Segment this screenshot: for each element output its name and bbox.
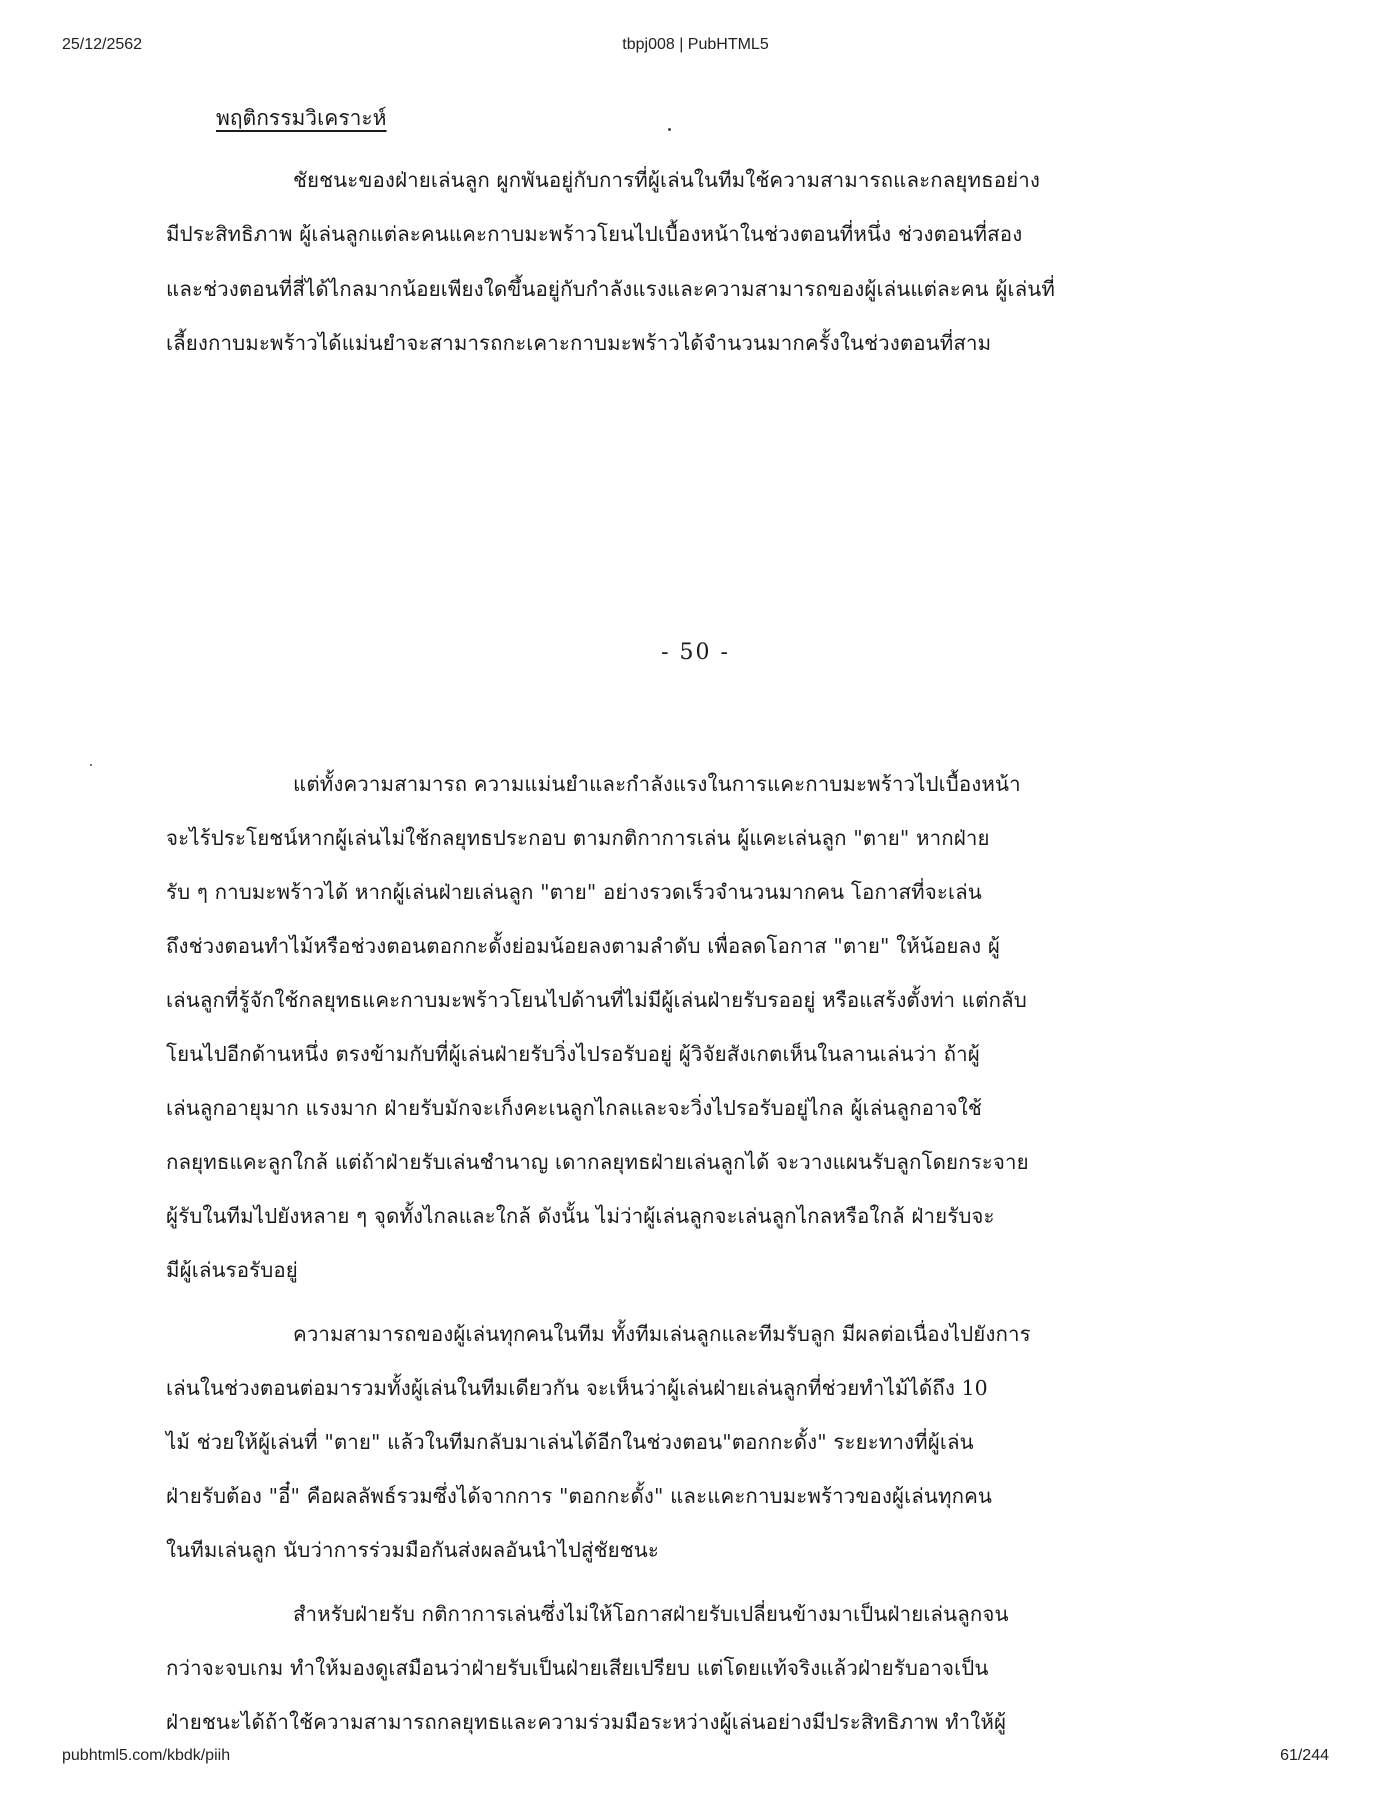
print-page-counter: 61/244 (1280, 1747, 1329, 1764)
paragraph1-line: เล่นลูกอายุมาก แรงมาก ฝ่ายรับมักจะเก็งคะเนลูกไกลและจะวิ่งไปรอรับอยู่ไกล ผู้เล่นลูกอาจใช้ (166, 1096, 982, 1120)
paragraph3-line: กว่าจะจบเกม ทำให้มองดูเสมือนว่าฝ่ายรับเป็นฝ่ายเสียเปรียบ แต่โดยแท้จริงแล้วฝ่ายรับอาจเป็น (166, 1656, 989, 1680)
scan-speck (668, 128, 671, 131)
page1-line: และช่วงตอนที่สี่ได้ไกลมากน้อยเพียงใดขึ้นอยู่กับกำลังแรงและความสามารถของผู้เล่นแต่ละคน ผู้เล่นที่ (166, 277, 1056, 301)
paragraph1-line: ถึงช่วงตอนทำไม้หรือช่วงตอนตอกกะดั้งย่อมน้อยลงตามลำดับ เพื่อลดโอกาส "ตาย" ให้น้อยลง ผู้ (166, 934, 1000, 958)
section-title: พฤติกรรมวิเคราะห์ (216, 106, 387, 130)
page-number: - 50 - (661, 640, 730, 665)
paragraph2-line: เล่นในช่วงตอนต่อมารวมทั้งผู้เล่นในทีมเดียวกัน จะเห็นว่าผู้เล่นฝ่ายเล่นลูกที่ช่วยทำไม้ได้ถึง 10 (166, 1376, 988, 1400)
paragraph2-line: ในทีมเล่นลูก นับว่าการร่วมมือกันส่งผลอันนำไปสู่ชัยชนะ (166, 1538, 659, 1562)
paragraph2-line: ความสามารถของผู้เล่นทุกคนในทีม ทั้งทีมเล่นลูกและทีมรับลูก มีผลต่อเนื่องไปยังการ (293, 1322, 1031, 1346)
paragraph3-line: ฝ่ายชนะได้ถ้าใช้ความสามารถกลยุทธและความร่วมมือระหว่างผู้เล่นอย่างมีประสิทธิภาพ ทำให้ผู้ (166, 1710, 1007, 1734)
paragraph1-line: มีผู้เล่นรอรับอยู่ (166, 1258, 298, 1282)
print-title: tbpj008 | PubHTML5 (622, 36, 769, 53)
paragraph1-line: โยนไปอีกด้านหนึ่ง ตรงข้ามกับที่ผู้เล่นฝ่ายรับวิ่งไปรอรับอยู่ ผู้วิจัยสังเกตเห็นในลานเล่นว่า ถ้าผู้ (166, 1042, 980, 1066)
scan-speck (90, 764, 92, 766)
paragraph2-line: ฝ่ายรับต้อง "อี๋" คือผลลัพธ์รวมซึ่งได้จากการ "ตอกกะดั้ง" และแคะกาบมะพร้าวของผู้เล่นทุกคน (166, 1484, 993, 1508)
page1-line: ชัยชนะของฝ่ายเล่นลูก ผูกพันอยู่กับการที่ผู้เล่นในทีมใช้ความสามารถและกลยุทธอย่าง (293, 168, 1040, 192)
page1-line: เลี้ยงกาบมะพร้าวได้แม่นยำจะสามารถกะเคาะกาบมะพร้าวได้จำนวนมากครั้งในช่วงตอนที่สาม (166, 331, 992, 355)
paragraph1-line: ผู้รับในทีมไปยังหลาย ๆ จุดทั้งไกลและใกล้ ดังนั้น ไม่ว่าผู้เล่นลูกจะเล่นลูกไกลหรือใกล้ ฝ่ายรับจะ (166, 1204, 995, 1228)
paragraph1-line: เล่นลูกที่รู้จักใช้กลยุทธแคะกาบมะพร้าวโยนไปด้านที่ไม่มีผู้เล่นฝ่ายรับรออยู่ หรือแสร้งตั้งท่า แต่กลับ (166, 988, 1027, 1012)
paragraph1-line: รับ ๆ กาบมะพร้าวได้ หากผู้เล่นฝ่ายเล่นลูก "ตาย" อย่างรวดเร็วจำนวนมากคน โอกาสที่จะเล่น (166, 880, 982, 904)
paragraph3-line: สำหรับฝ่ายรับ กติกาการเล่นซึ่งไม่ให้โอกาสฝ่ายรับเปลี่ยนข้างมาเป็นฝ่ายเล่นลูกจน (293, 1602, 1009, 1626)
page1-line: มีประสิทธิภาพ ผู้เล่นลูกแต่ละคนแคะกาบมะพร้าวโยนไปเบื้องหน้าในช่วงตอนที่หนึ่ง ช่วงตอนที่สอง (166, 222, 1023, 246)
paragraph2-line: ไม้ ช่วยให้ผู้เล่นที่ "ตาย" แล้วในทีมกลับมาเล่นได้อีกในช่วงตอน"ตอกกะดั้ง" ระยะทางที่ผู้เล่น (166, 1430, 974, 1454)
paragraph1-line: แต่ทั้งความสามารถ ความแม่นยำและกำลังแรงในการแคะกาบมะพร้าวไปเบื้องหน้า (293, 772, 1021, 796)
print-date: 25/12/2562 (62, 36, 143, 53)
print-url: pubhtml5.com/kbdk/piih (62, 1747, 231, 1764)
paragraph1-line: จะไร้ประโยชน์หากผู้เล่นไม่ใช้กลยุทธประกอบ ตามกติกาการเล่น ผู้แคะเล่นลูก "ตาย" หากฝ่าย (166, 826, 990, 850)
paragraph1-line: กลยุทธแคะลูกใกล้ แต่ถ้าฝ่ายรับเล่นชำนาญ เดากลยุทธฝ่ายเล่นลูกได้ จะวางแผนรับลูกโดยกระจาย (166, 1150, 1029, 1174)
